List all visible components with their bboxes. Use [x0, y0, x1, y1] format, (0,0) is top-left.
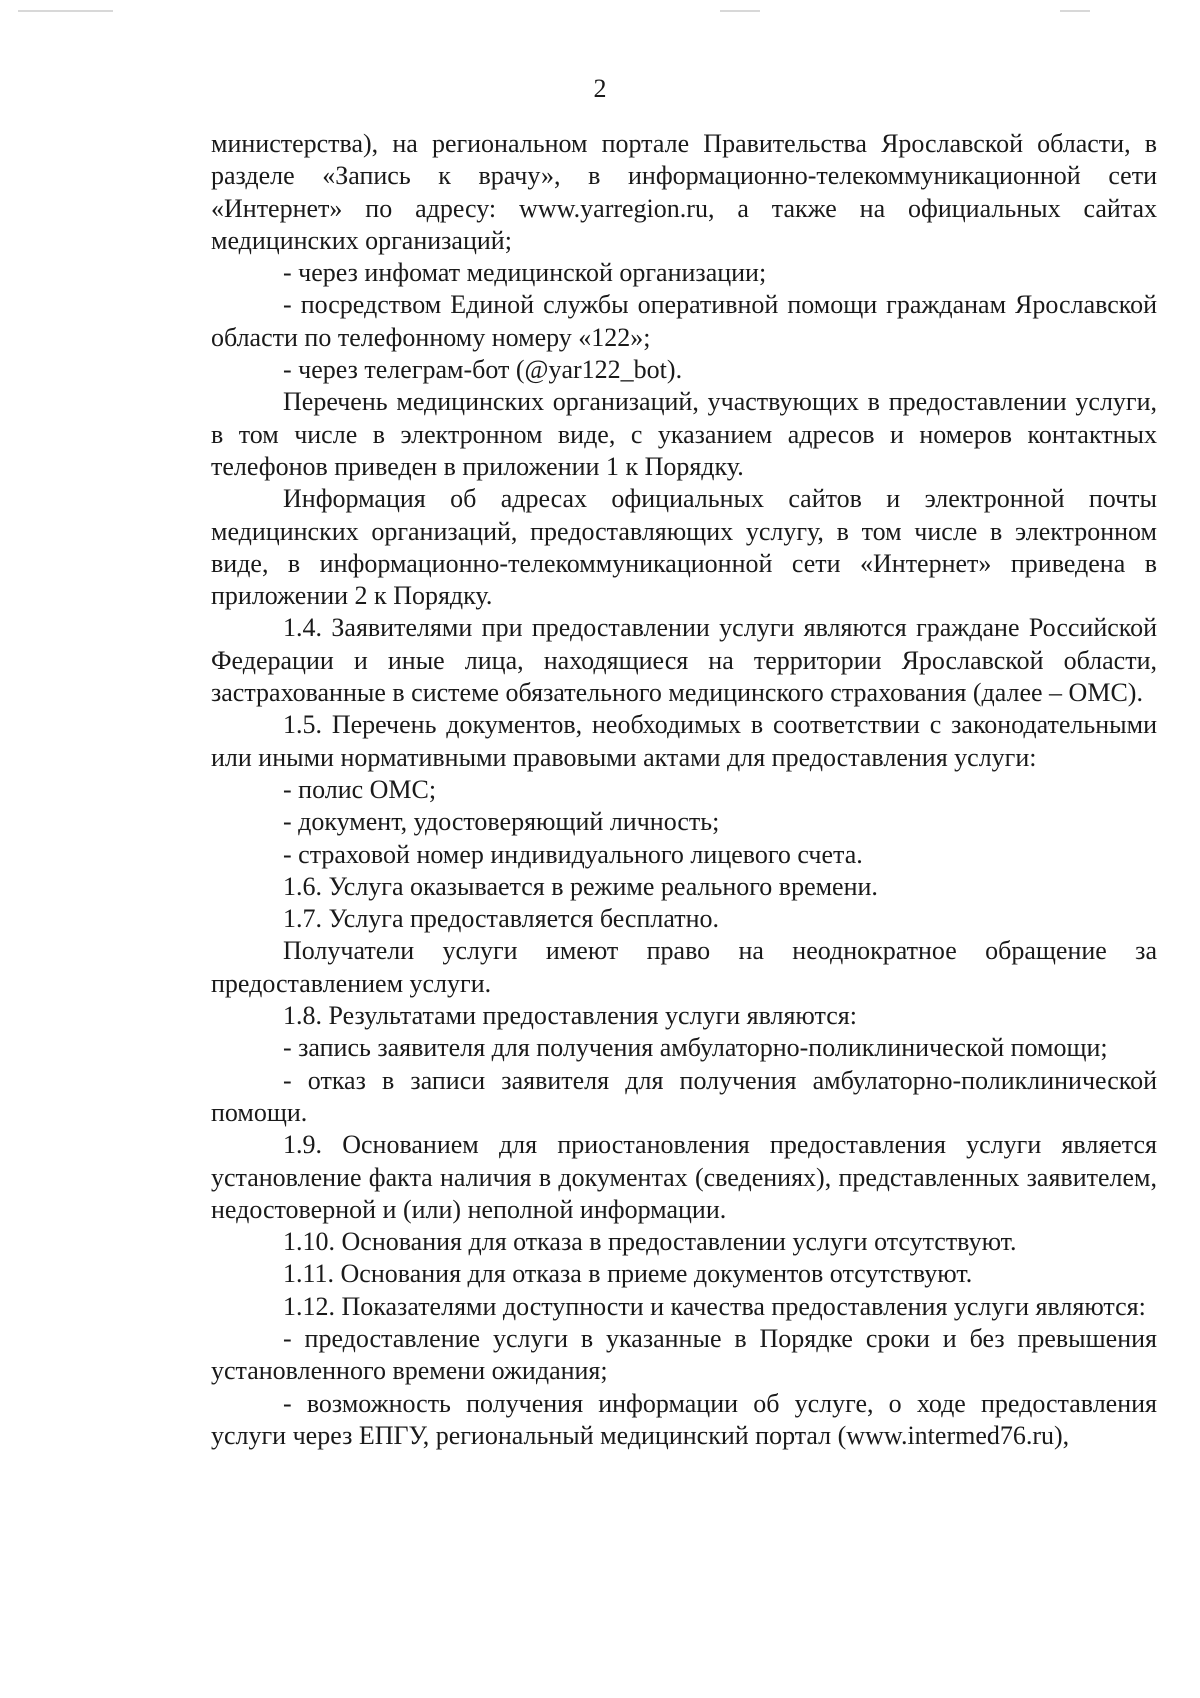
page-number: 2 [593, 74, 607, 103]
paragraph: 1.11. Основания для отказа в приеме документов отсутствуют. [283, 1259, 973, 1289]
paragraph: - предоставление услуги в указанные в Порядке сроки и без превышения установленного времени ожидания; [211, 1323, 1157, 1386]
scan-artifact [1060, 10, 1090, 12]
paragraph: 1.12. Показателями доступности и качества предоставления услуги являются: [283, 1291, 1146, 1321]
paragraph: 1.4. Заявителями при предоставлении услуги являются граждане Российской Федерации и иные лица, находящиеся на территории Ярославской области, застрахованные в системе обязательного медицинского страхования (далее – ОМС). [211, 613, 1157, 708]
paragraph: 1.9. Основанием для приостановления предоставления услуги является установление факта наличия в документах (сведениях), представленных заявителем, недостоверной и (или) неполной информации. [211, 1130, 1157, 1224]
paragraph: - документ, удостоверяющий личность; [283, 807, 720, 837]
paragraph: 1.7. Услуга предоставляется бесплатно. [283, 904, 719, 934]
document-body [211, 128, 1157, 1452]
paragraph: 1.8. Результатами предоставления услуги являются: [283, 1001, 857, 1031]
paragraph: 1.5. Перечень документов, необходимых в соответствии с законодательными или иными нормативными правовыми актами для предоставления услуги: [211, 710, 1157, 772]
paragraph: - запись заявителя для получения амбулаторно-поликлинической помощи; [283, 1033, 1108, 1063]
scan-artifact [18, 10, 113, 12]
paragraph: - посредством Единой службы оперативной помощи гражданам Ярославской области по телефонному номеру «122»; [211, 290, 1157, 352]
paragraph: - отказ в записи заявителя для получения амбулаторно-поликлинической помощи. [211, 1065, 1157, 1127]
paragraph: 1.6. Услуга оказывается в режиме реального времени. [283, 871, 878, 901]
paragraph: министерства), на региональном портале Правительства Ярославской области, в разделе «Запись к врачу», в информационно-телекоммуникационной сети «Интернет» по адресу: www.yarregion.ru, а также на официальных сайтах медицинских организаций; [211, 129, 1157, 255]
scan-artifact [720, 10, 760, 12]
paragraph: Перечень медицинских организаций, участвующих в предоставлении услуги, в том числе в электронном виде, с указанием адресов и номеров контактных телефонов приведен в приложении 1 к Порядку. [211, 387, 1157, 481]
paragraph: - возможность получения информации об услуге, о ходе предоставления услуги через ЕПГУ, региональный медицинский портал (www.intermed76.ru), [211, 1388, 1157, 1450]
paragraph: - полис ОМС; [283, 774, 437, 804]
paragraph: Получатели услуги имеют право на неоднократное обращение за предоставлением услуги. [211, 936, 1157, 998]
paragraph: - через телеграм-бот (@yar122_bot). [283, 355, 683, 385]
paragraph: - через инфомат медицинской организации; [283, 258, 767, 288]
paragraph: Информация об адресах официальных сайтов и электронной почты медицинских организаций, предоставляющих услугу, в том числе в электронном виде, в информационно-телекоммуникационной сети «Интернет» приведена в приложении 2 к Порядку. [211, 484, 1157, 611]
paragraph: 1.10. Основания для отказа в предоставлении услуги отсутствуют. [283, 1227, 1017, 1257]
paragraph: - страховой номер индивидуального лицевого счета. [283, 839, 863, 869]
